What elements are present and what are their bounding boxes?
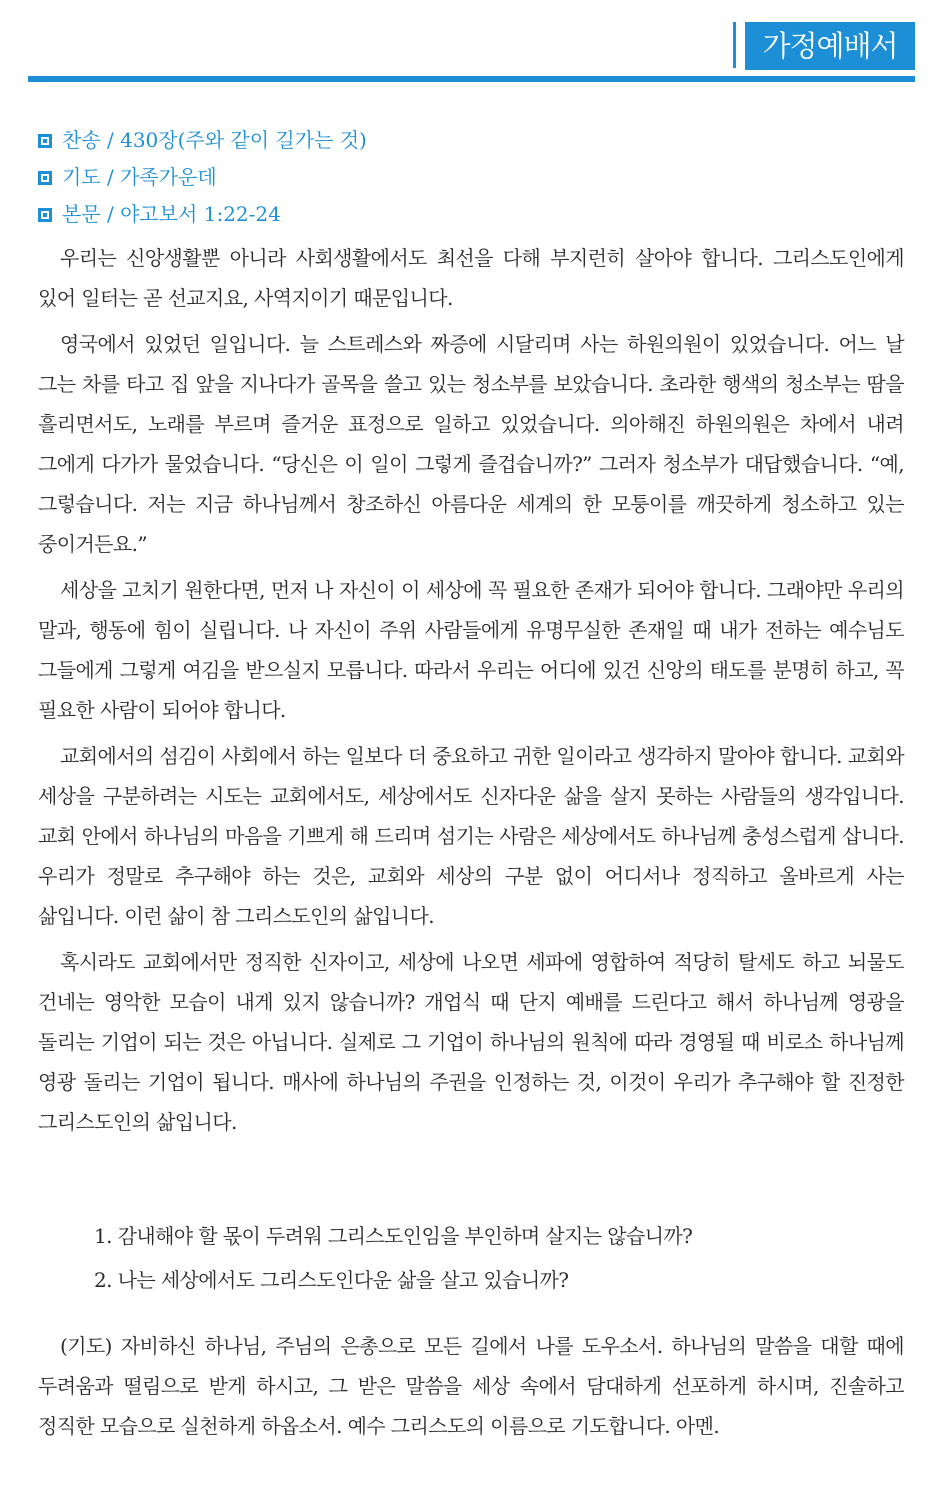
page-header: [0, 0, 940, 90]
paragraph: 우리는 신앙생활뿐 아니라 사회생활에서도 최선을 다해 부지런히 살아야 합니다. 그리스도인에게 있어 일터는 곧 선교지요, 사역지이기 때문입니다.: [38, 246, 904, 310]
closing-prayer: [38, 1326, 904, 1446]
paragraph: 혹시라도 교회에서만 정직한 신자이고, 세상에 나오면 세파에 영합하여 적당히 탈세도 하고 뇌물도 건네는 영악한 모습이 내게 있지 않습니까? 개업식 때 단지 예배를 드린다고 해서 하나님께 영광을 돌리는 기업이 되는 것은 아닙니다. 실제로 그 기업이 하나님의 원칙에 따라 경영될 때 비로소 하나님께 영광 돌리는 기업이 됩니다. 매사에 하나님의 주권을 인정하는 것, 이것이 우리가 추구해야 할 진정한 그리스도인의 삶입니다.: [38, 950, 904, 1134]
sermon-body: [38, 238, 904, 1148]
paragraph: 교회에서의 섬김이 사회에서 하는 일보다 더 중요하고 귀한 일이라고 생각하지 말아야 합니다. 교회와 세상을 구분하려는 시도는 교회에서도, 세상에서도 신자다운 삶을 살지 못하는 사람들의 생각입니다. 교회 안에서 하나님의 마음을 기쁘게 해 드리며 섬기는 사람은 세상에서도 하나님께 충성스럽게 삽니다. 우리가 정말로 추구해야 하는 것은, 교회와 세상의 구분 없이 어디서나 정직하고 올바르게 사는 삶입니다. 이런 삶이 참 그리스도인의 삶입니다.: [38, 744, 904, 928]
header-accent-mark: [733, 22, 736, 68]
question-item: 2. 나는 세상에서도 그리스도인다운 삶을 살고 있습니까?: [94, 1268, 569, 1292]
page-title: 가정예배서: [745, 22, 915, 70]
service-order: [38, 122, 908, 233]
square-bullet-icon: [38, 171, 52, 185]
prayer-text: (기도) 자비하신 하나님, 주님의 은총으로 모든 길에서 나를 도우소서. 하나님의 말씀을 대할 때에 두려움과 떨림으로 받게 하시고, 그 받은 말씀을 세상 속에서 담대하게 선포하게 하시며, 진솔하고 정직한 모습으로 실천하게 하옵소서. 예수 그리스도의 이름으로 기도합니다. 아멘.: [38, 1334, 904, 1438]
reflection-questions: [94, 1214, 904, 1302]
paragraph: 영국에서 있었던 일입니다. 늘 스트레스와 짜증에 시달리며 사는 하원의원이 있었습니다. 어느 날 그는 차를 타고 집 앞을 지나다가 골목을 쓸고 있는 청소부를 보았습니다. 초라한 행색의 청소부는 땀을 흘리면서도, 노래를 부르며 즐거운 표정으로 일하고 있었습니다. 의아해진 하원의원은 차에서 내려 그에게 다가가 물었습니다. “당신은 이 일이 그렇게 즐겁습니까?” 그러자 청소부가 대답했습니다. “예, 그렇습니다. 저는 지금 하나님께서 창조하신 아름다운 세계의 한 모퉁이를 깨끗하게 청소하고 있는 중이거든요.”: [38, 332, 904, 556]
square-bullet-icon: [38, 208, 52, 222]
paragraph: 세상을 고치기 원한다면, 먼저 나 자신이 이 세상에 꼭 필요한 존재가 되어야 합니다. 그래야만 우리의 말과, 행동에 힘이 실립니다. 나 자신이 주위 사람들에게 유명무실한 존재일 때 내가 전하는 예수님도 그들에게 그렇게 여김을 받으실지 모릅니다. 따라서 우리는 어디에 있건 신앙의 태도를 분명히 하고, 꼭 필요한 사람이 되어야 합니다.: [38, 578, 904, 722]
scripture-label: 본문 / 야고보서 1:22-24: [62, 202, 281, 226]
question-item: 1. 감내해야 할 몫이 두려워 그리스도인임을 부인하며 살지는 않습니까?: [94, 1224, 693, 1248]
header-divider: [28, 76, 915, 82]
prayer-leader-label: 기도 / 가족가운데: [62, 165, 217, 189]
prayer-leader-item: [38, 159, 908, 196]
hymn-label: 찬송 / 430장(주와 같이 길가는 것): [62, 128, 367, 152]
scripture-item: [38, 196, 908, 233]
hymn-item: [38, 122, 908, 159]
square-bullet-icon: [38, 134, 52, 148]
